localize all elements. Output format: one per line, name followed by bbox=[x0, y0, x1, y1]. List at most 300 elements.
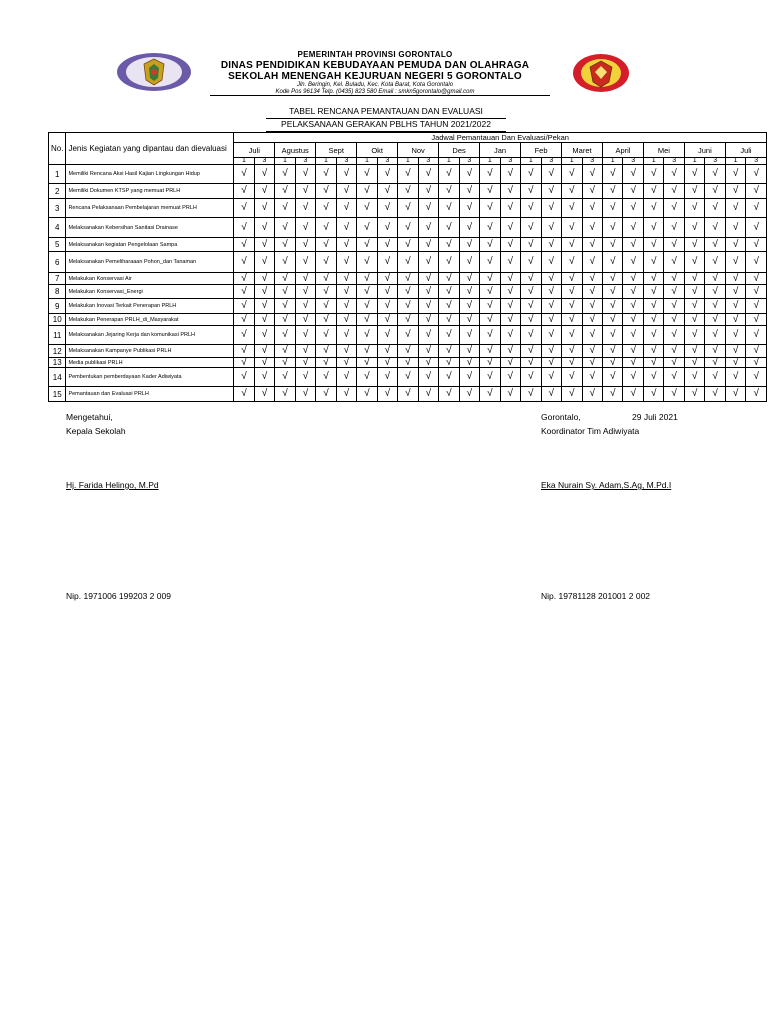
check-mark: √ bbox=[500, 238, 520, 252]
check-mark: √ bbox=[643, 326, 663, 345]
document-title bbox=[266, 106, 506, 132]
check-mark: √ bbox=[377, 345, 397, 358]
check-mark: √ bbox=[582, 314, 602, 326]
check-mark: √ bbox=[336, 368, 356, 387]
row-number: 12 bbox=[49, 345, 66, 358]
table-row bbox=[49, 387, 767, 402]
check-mark: √ bbox=[480, 218, 500, 238]
check-mark: √ bbox=[480, 199, 500, 218]
week-header: 1 bbox=[643, 158, 663, 165]
check-mark: √ bbox=[746, 184, 767, 199]
check-mark: √ bbox=[602, 326, 622, 345]
check-mark: √ bbox=[254, 184, 274, 199]
check-mark: √ bbox=[746, 285, 767, 299]
row-number: 10 bbox=[49, 314, 66, 326]
check-mark: √ bbox=[684, 218, 704, 238]
check-mark: √ bbox=[623, 326, 643, 345]
check-mark: √ bbox=[254, 368, 274, 387]
check-mark: √ bbox=[500, 252, 520, 273]
check-mark: √ bbox=[377, 326, 397, 345]
check-mark: √ bbox=[602, 184, 622, 199]
check-mark: √ bbox=[254, 299, 274, 314]
check-mark: √ bbox=[623, 238, 643, 252]
check-mark: √ bbox=[562, 299, 582, 314]
check-mark: √ bbox=[541, 273, 561, 285]
check-mark: √ bbox=[295, 285, 315, 299]
check-mark: √ bbox=[500, 273, 520, 285]
check-mark: √ bbox=[705, 314, 725, 326]
check-mark: √ bbox=[746, 218, 767, 238]
check-mark: √ bbox=[275, 285, 295, 299]
activity-name: Melaksanakan Pemeliharaaan Pohon_dan Tanaman bbox=[66, 252, 234, 273]
week-header: 3 bbox=[336, 158, 356, 165]
check-mark: √ bbox=[316, 252, 336, 273]
check-mark: √ bbox=[295, 358, 315, 368]
week-header: 3 bbox=[254, 158, 274, 165]
row-number: 4 bbox=[49, 218, 66, 238]
check-mark: √ bbox=[275, 218, 295, 238]
check-mark: √ bbox=[684, 184, 704, 199]
activity-name: Melakukan Konservasi Air bbox=[66, 273, 234, 285]
check-mark: √ bbox=[562, 165, 582, 184]
week-header: 3 bbox=[500, 158, 520, 165]
check-mark: √ bbox=[582, 345, 602, 358]
check-mark: √ bbox=[439, 299, 459, 314]
coordinator-name: Eka Nurain Sy. Adam,S.Ag, M.Pd.I bbox=[541, 480, 672, 490]
check-mark: √ bbox=[725, 199, 745, 218]
check-mark: √ bbox=[377, 387, 397, 402]
check-mark: √ bbox=[234, 345, 254, 358]
check-mark: √ bbox=[377, 184, 397, 199]
check-mark: √ bbox=[643, 184, 663, 199]
check-mark: √ bbox=[521, 252, 541, 273]
table-row bbox=[49, 345, 767, 358]
check-mark: √ bbox=[357, 387, 377, 402]
check-mark: √ bbox=[357, 299, 377, 314]
table-row bbox=[49, 368, 767, 387]
check-mark: √ bbox=[377, 368, 397, 387]
check-mark: √ bbox=[336, 238, 356, 252]
check-mark: √ bbox=[746, 387, 767, 402]
check-mark: √ bbox=[664, 285, 684, 299]
check-mark: √ bbox=[705, 184, 725, 199]
check-mark: √ bbox=[705, 285, 725, 299]
check-mark: √ bbox=[398, 285, 418, 299]
check-mark: √ bbox=[398, 218, 418, 238]
check-mark: √ bbox=[725, 285, 745, 299]
coordinator-title: Koordinator Tim Adiwiyata bbox=[541, 426, 640, 436]
check-mark: √ bbox=[480, 299, 500, 314]
check-mark: √ bbox=[336, 299, 356, 314]
check-mark: √ bbox=[377, 273, 397, 285]
check-mark: √ bbox=[623, 199, 643, 218]
week-header: 3 bbox=[582, 158, 602, 165]
check-mark: √ bbox=[746, 345, 767, 358]
check-mark: √ bbox=[664, 218, 684, 238]
check-mark: √ bbox=[746, 326, 767, 345]
row-number: 1 bbox=[49, 165, 66, 184]
check-mark: √ bbox=[664, 165, 684, 184]
check-mark: √ bbox=[623, 368, 643, 387]
check-mark: √ bbox=[705, 199, 725, 218]
week-header: 1 bbox=[480, 158, 500, 165]
week-header: 1 bbox=[357, 158, 377, 165]
check-mark: √ bbox=[275, 184, 295, 199]
check-mark: √ bbox=[459, 326, 479, 345]
check-mark: √ bbox=[500, 285, 520, 299]
check-mark: √ bbox=[623, 165, 643, 184]
check-mark: √ bbox=[357, 358, 377, 368]
check-mark: √ bbox=[664, 184, 684, 199]
provincial-emblem-logo bbox=[116, 52, 192, 92]
school-contact: Kode Pos 96134 Telp. (0435) 823 580 Email : smkn5gorontalo@gmail.com bbox=[275, 89, 475, 95]
table-row bbox=[49, 358, 767, 368]
check-mark: √ bbox=[582, 218, 602, 238]
check-mark: √ bbox=[316, 273, 336, 285]
check-mark: √ bbox=[275, 326, 295, 345]
check-mark: √ bbox=[725, 368, 745, 387]
check-mark: √ bbox=[725, 326, 745, 345]
activity-name: Rencana Pelaksanaan Pembelajaran memuat PRLH bbox=[66, 199, 234, 218]
check-mark: √ bbox=[684, 368, 704, 387]
check-mark: √ bbox=[664, 326, 684, 345]
check-mark: √ bbox=[582, 368, 602, 387]
check-mark: √ bbox=[418, 345, 438, 358]
check-mark: √ bbox=[480, 285, 500, 299]
check-mark: √ bbox=[398, 273, 418, 285]
week-header: 1 bbox=[316, 158, 336, 165]
month-header: Nov bbox=[398, 143, 439, 158]
check-mark: √ bbox=[582, 358, 602, 368]
activity-name: Melaksanakan kegiatan Pengelolaan Sampa bbox=[66, 238, 234, 252]
check-mark: √ bbox=[562, 285, 582, 299]
row-number: 2 bbox=[49, 184, 66, 199]
check-mark: √ bbox=[562, 238, 582, 252]
check-mark: √ bbox=[336, 273, 356, 285]
row-number: 15 bbox=[49, 387, 66, 402]
table-row bbox=[49, 285, 767, 299]
title-line-2: PELAKSANAAN GERAKAN PBLHS TAHUN 2021/2022 bbox=[266, 119, 506, 132]
check-mark: √ bbox=[459, 218, 479, 238]
check-mark: √ bbox=[562, 345, 582, 358]
check-mark: √ bbox=[418, 285, 438, 299]
check-mark: √ bbox=[602, 273, 622, 285]
check-mark: √ bbox=[295, 345, 315, 358]
check-mark: √ bbox=[295, 368, 315, 387]
check-mark: √ bbox=[643, 252, 663, 273]
check-mark: √ bbox=[336, 218, 356, 238]
check-mark: √ bbox=[746, 238, 767, 252]
check-mark: √ bbox=[725, 273, 745, 285]
check-mark: √ bbox=[480, 165, 500, 184]
check-mark: √ bbox=[521, 273, 541, 285]
check-mark: √ bbox=[705, 165, 725, 184]
table-row bbox=[49, 199, 767, 218]
week-header: 3 bbox=[623, 158, 643, 165]
check-mark: √ bbox=[725, 165, 745, 184]
table-row bbox=[49, 273, 767, 285]
check-mark: √ bbox=[684, 345, 704, 358]
check-mark: √ bbox=[418, 273, 438, 285]
check-mark: √ bbox=[562, 368, 582, 387]
week-header: 3 bbox=[459, 158, 479, 165]
check-mark: √ bbox=[316, 314, 336, 326]
check-mark: √ bbox=[377, 299, 397, 314]
check-mark: √ bbox=[254, 273, 274, 285]
check-mark: √ bbox=[725, 314, 745, 326]
check-mark: √ bbox=[521, 199, 541, 218]
activity-name: Melakukan Konservasi_Energi bbox=[66, 285, 234, 299]
check-mark: √ bbox=[562, 273, 582, 285]
check-mark: √ bbox=[480, 184, 500, 199]
check-mark: √ bbox=[541, 252, 561, 273]
week-header: 1 bbox=[275, 158, 295, 165]
table-row bbox=[49, 238, 767, 252]
check-mark: √ bbox=[459, 387, 479, 402]
agency-name: DINAS PENDIDIKAN KEBUDAYAAN PEMUDA DAN OLAHRAGA bbox=[220, 60, 530, 71]
check-mark: √ bbox=[316, 358, 336, 368]
check-mark: √ bbox=[377, 314, 397, 326]
week-header: 3 bbox=[418, 158, 438, 165]
check-mark: √ bbox=[582, 299, 602, 314]
check-mark: √ bbox=[357, 252, 377, 273]
check-mark: √ bbox=[357, 314, 377, 326]
check-mark: √ bbox=[254, 358, 274, 368]
check-mark: √ bbox=[254, 285, 274, 299]
check-mark: √ bbox=[684, 165, 704, 184]
check-mark: √ bbox=[439, 273, 459, 285]
acknowledged-label: Mengetahui, bbox=[66, 412, 113, 422]
check-mark: √ bbox=[562, 199, 582, 218]
school-address: Jln. Beringin, Kel. Buladu, Kec. Kota Barat, Kota Gorontalo bbox=[296, 82, 454, 88]
check-mark: √ bbox=[439, 314, 459, 326]
check-mark: √ bbox=[623, 252, 643, 273]
check-mark: √ bbox=[234, 387, 254, 402]
check-mark: √ bbox=[377, 199, 397, 218]
check-mark: √ bbox=[500, 218, 520, 238]
week-header: 3 bbox=[541, 158, 561, 165]
table-row bbox=[49, 314, 767, 326]
check-mark: √ bbox=[275, 252, 295, 273]
check-mark: √ bbox=[725, 238, 745, 252]
check-mark: √ bbox=[275, 273, 295, 285]
check-mark: √ bbox=[316, 238, 336, 252]
check-mark: √ bbox=[439, 218, 459, 238]
check-mark: √ bbox=[357, 218, 377, 238]
activity-name: Melaksanakan Jejaring Kerja dan komunikasi PRLH bbox=[66, 326, 234, 345]
check-mark: √ bbox=[541, 199, 561, 218]
table-row bbox=[49, 326, 767, 345]
check-mark: √ bbox=[562, 218, 582, 238]
check-mark: √ bbox=[295, 184, 315, 199]
row-number: 5 bbox=[49, 238, 66, 252]
check-mark: √ bbox=[623, 184, 643, 199]
check-mark: √ bbox=[275, 314, 295, 326]
check-mark: √ bbox=[643, 345, 663, 358]
check-mark: √ bbox=[480, 326, 500, 345]
check-mark: √ bbox=[398, 199, 418, 218]
check-mark: √ bbox=[295, 326, 315, 345]
check-mark: √ bbox=[336, 326, 356, 345]
check-mark: √ bbox=[725, 345, 745, 358]
check-mark: √ bbox=[418, 165, 438, 184]
check-mark: √ bbox=[521, 165, 541, 184]
check-mark: √ bbox=[746, 314, 767, 326]
check-mark: √ bbox=[480, 314, 500, 326]
check-mark: √ bbox=[623, 285, 643, 299]
check-mark: √ bbox=[234, 218, 254, 238]
month-header: Okt bbox=[357, 143, 398, 158]
check-mark: √ bbox=[418, 314, 438, 326]
check-mark: √ bbox=[643, 285, 663, 299]
check-mark: √ bbox=[295, 314, 315, 326]
check-mark: √ bbox=[357, 368, 377, 387]
check-mark: √ bbox=[357, 345, 377, 358]
check-mark: √ bbox=[418, 199, 438, 218]
check-mark: √ bbox=[295, 218, 315, 238]
check-mark: √ bbox=[746, 299, 767, 314]
principal-name: Hj. Farida Helingo, M.Pd bbox=[66, 480, 159, 490]
check-mark: √ bbox=[623, 273, 643, 285]
check-mark: √ bbox=[582, 238, 602, 252]
check-mark: √ bbox=[254, 238, 274, 252]
check-mark: √ bbox=[459, 345, 479, 358]
check-mark: √ bbox=[234, 368, 254, 387]
activity-name: Melakukan Inovasi Terkait Penerapan PRLH bbox=[66, 299, 234, 314]
check-mark: √ bbox=[602, 314, 622, 326]
check-mark: √ bbox=[541, 218, 561, 238]
check-mark: √ bbox=[664, 273, 684, 285]
week-header: 1 bbox=[602, 158, 622, 165]
table-row bbox=[49, 184, 767, 199]
check-mark: √ bbox=[705, 299, 725, 314]
check-mark: √ bbox=[254, 218, 274, 238]
check-mark: √ bbox=[684, 238, 704, 252]
check-mark: √ bbox=[500, 314, 520, 326]
coordinator-nip: Nip. 19781128 201001 2 002 bbox=[541, 591, 651, 601]
check-mark: √ bbox=[357, 326, 377, 345]
check-mark: √ bbox=[398, 387, 418, 402]
check-mark: √ bbox=[582, 273, 602, 285]
check-mark: √ bbox=[705, 218, 725, 238]
check-mark: √ bbox=[500, 184, 520, 199]
check-mark: √ bbox=[705, 345, 725, 358]
check-mark: √ bbox=[275, 368, 295, 387]
check-mark: √ bbox=[602, 199, 622, 218]
check-mark: √ bbox=[684, 252, 704, 273]
check-mark: √ bbox=[459, 368, 479, 387]
activity-name: Melaksanakan Kebersihan Sanitasi Drainase bbox=[66, 218, 234, 238]
check-mark: √ bbox=[336, 165, 356, 184]
check-mark: √ bbox=[377, 238, 397, 252]
check-mark: √ bbox=[664, 199, 684, 218]
check-mark: √ bbox=[377, 358, 397, 368]
check-mark: √ bbox=[664, 358, 684, 368]
check-mark: √ bbox=[377, 252, 397, 273]
week-header: 3 bbox=[664, 158, 684, 165]
check-mark: √ bbox=[459, 165, 479, 184]
month-header: Juli bbox=[725, 143, 766, 158]
check-mark: √ bbox=[295, 273, 315, 285]
check-mark: √ bbox=[643, 218, 663, 238]
principal-nip: Nip. 1971006 199203 2 009 bbox=[66, 591, 171, 601]
check-mark: √ bbox=[664, 314, 684, 326]
week-header: 1 bbox=[684, 158, 704, 165]
check-mark: √ bbox=[602, 252, 622, 273]
check-mark: √ bbox=[336, 345, 356, 358]
check-mark: √ bbox=[275, 238, 295, 252]
table-row bbox=[49, 299, 767, 314]
check-mark: √ bbox=[254, 314, 274, 326]
check-mark: √ bbox=[643, 273, 663, 285]
check-mark: √ bbox=[418, 238, 438, 252]
check-mark: √ bbox=[725, 184, 745, 199]
check-mark: √ bbox=[521, 299, 541, 314]
check-mark: √ bbox=[541, 285, 561, 299]
check-mark: √ bbox=[541, 184, 561, 199]
check-mark: √ bbox=[234, 299, 254, 314]
week-header: 1 bbox=[562, 158, 582, 165]
week-header: 1 bbox=[521, 158, 541, 165]
check-mark: √ bbox=[254, 252, 274, 273]
check-mark: √ bbox=[459, 238, 479, 252]
check-mark: √ bbox=[705, 358, 725, 368]
check-mark: √ bbox=[521, 326, 541, 345]
row-number: 11 bbox=[49, 326, 66, 345]
check-mark: √ bbox=[398, 345, 418, 358]
header-no: No. bbox=[49, 133, 66, 165]
check-mark: √ bbox=[684, 326, 704, 345]
activity-name: Melakukan Penerapan PRLH_di_Masyarakat bbox=[66, 314, 234, 326]
letterhead-divider bbox=[210, 95, 550, 96]
check-mark: √ bbox=[418, 218, 438, 238]
check-mark: √ bbox=[684, 299, 704, 314]
check-mark: √ bbox=[623, 387, 643, 402]
check-mark: √ bbox=[500, 165, 520, 184]
check-mark: √ bbox=[439, 184, 459, 199]
header-activity: Jenis Kegiatan yang dipantau dan dievaluasi bbox=[66, 133, 234, 165]
check-mark: √ bbox=[439, 238, 459, 252]
check-mark: √ bbox=[254, 199, 274, 218]
check-mark: √ bbox=[623, 218, 643, 238]
check-mark: √ bbox=[541, 368, 561, 387]
check-mark: √ bbox=[684, 273, 704, 285]
check-mark: √ bbox=[480, 358, 500, 368]
check-mark: √ bbox=[377, 285, 397, 299]
check-mark: √ bbox=[459, 285, 479, 299]
check-mark: √ bbox=[254, 326, 274, 345]
check-mark: √ bbox=[623, 358, 643, 368]
check-mark: √ bbox=[541, 238, 561, 252]
check-mark: √ bbox=[541, 299, 561, 314]
check-mark: √ bbox=[377, 218, 397, 238]
week-header: 1 bbox=[725, 158, 745, 165]
check-mark: √ bbox=[234, 199, 254, 218]
check-mark: √ bbox=[643, 387, 663, 402]
check-mark: √ bbox=[521, 285, 541, 299]
check-mark: √ bbox=[664, 252, 684, 273]
check-mark: √ bbox=[459, 299, 479, 314]
activity-name: Memiliki Rencana Aksi Hasil Kajian Lingkungan Hidup bbox=[66, 165, 234, 184]
check-mark: √ bbox=[316, 218, 336, 238]
check-mark: √ bbox=[439, 252, 459, 273]
check-mark: √ bbox=[541, 165, 561, 184]
check-mark: √ bbox=[357, 285, 377, 299]
check-mark: √ bbox=[439, 199, 459, 218]
activity-name: Pemantauan dan Evaluasi PRLH bbox=[66, 387, 234, 402]
check-mark: √ bbox=[500, 345, 520, 358]
check-mark: √ bbox=[418, 184, 438, 199]
